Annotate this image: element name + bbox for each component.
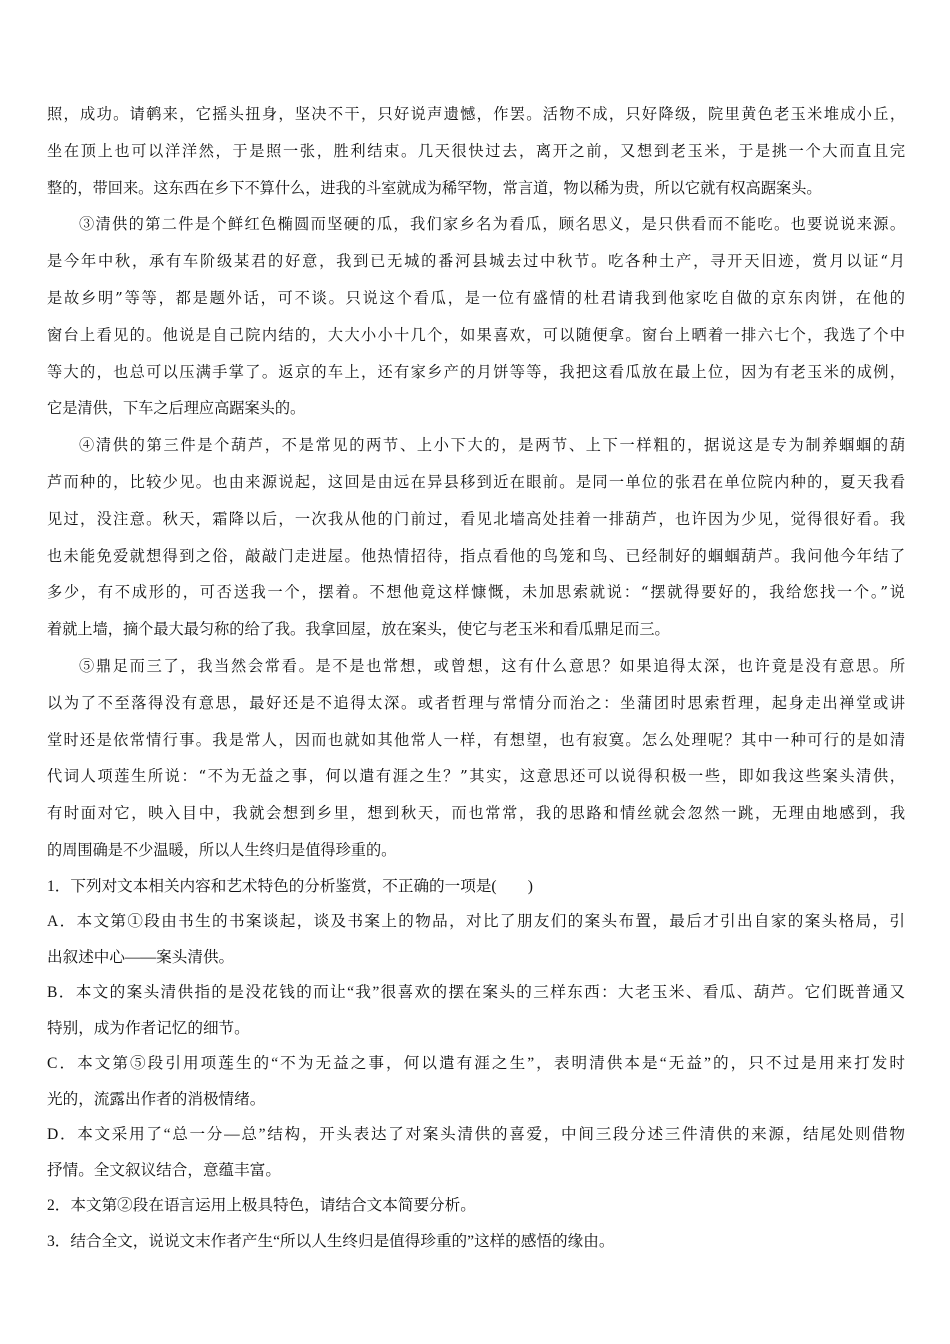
option-d-continued: 抒情。全文叙议结合，意蕴丰富。	[47, 1161, 281, 1179]
passage	[47, 96, 905, 869]
questions	[47, 869, 905, 1260]
passage-line: 是今年中秋，承有车阶级某君的好意，我到已无城的番河县城去过中秋节。吃各种土产，寻开天旧迹，赏月以证“月	[47, 252, 905, 271]
passage-line: 堂时还是依常情行事。我是常人，因而也就如其他常人一样，有想望，也有寂寞。怎么处理呢？其中一种可行的是如清	[47, 730, 905, 749]
paragraph-3-start: ③清供的第二件是个鲜红色椭圆而坚硬的瓜，我们家乡名为看瓜，顾名思义，是只供看而不能吃。也要说说来源。	[79, 215, 905, 234]
document-body	[47, 96, 905, 1259]
passage-line: 照，成功。请鹌来，它摇头扭身，坚决不干，只好说声遗憾，作罢。活物不成，只好降级，院里黄色老玉米堆成小丘，	[47, 105, 905, 123]
question-3: 3．结合全文，说说文末作者产生“所以人生终归是值得珍重的”这样的感悟的缘由。	[47, 1232, 615, 1250]
passage-line: 有时面对它，映入目中，我就会想到乡里，想到秋天，而也常常，我的思路和情丝就会忽然一跳，无理由地感到，我	[47, 804, 905, 823]
option-c: C．本文第⑤段引用项莲生的“不为无益之事，何以遣有涯之生”，表明清供本是“无益”的，只不过是用来打发时	[47, 1055, 905, 1073]
paragraph-4-start: ④清供的第三件是个葫芦，不是常见的两节、上小下大的，是两节、上下一样粗的，据说这是专为制养蝈蝈的葫	[79, 436, 905, 455]
passage-line: 它是清供，下车之后理应高踞案头的。	[47, 399, 306, 418]
option-c-continued: 光的，流露出作者的消极情绪。	[47, 1090, 266, 1108]
question-2: 2．本文第②段在语言运用上极具特色，请结合文本简要分析。	[47, 1197, 476, 1215]
option-b-continued: 特别，成为作者记忆的细节。	[47, 1019, 250, 1037]
passage-line: 坐在顶上也可以洋洋然，于是照一张，胜利结束。几天很快过去，离开之前，又想到老玉米，于是挑一个大而直且完	[47, 141, 905, 160]
passage-line: 以为了不至落得没有意思，最好还是不追得太深。或者哲理与常情分而治之：坐蒲团时思索哲理，起身走出禅堂或讲	[47, 693, 905, 712]
passage-line: 整的，带回来。这东西在乡下不算什么，进我的斗室就成为稀罕物，常言道，物以稀为贵，所以它就有权高踞案头。	[47, 178, 822, 197]
passage-line: 见过，没注意。秋天，霜降以后，一次我从他的门前过，看见北墙高处挂着一排葫芦，也许因为少见，觉得很好看。我	[47, 509, 905, 528]
option-d: D．本文采用了“总一分—总”结构，开头表达了对案头清供的喜爱，中间三段分述三件清供的来源，结尾处则借物	[47, 1126, 905, 1144]
passage-line: 等大的，也总可以压满手掌了。返京的车上，还有家乡产的月饼等等，我把这看瓜放在最上位，因为有老玉米的成例，	[47, 362, 905, 381]
question-1-stem: 1．下列对文本相关内容和艺术特色的分析鉴赏，不正确的一项是( )	[47, 877, 533, 895]
passage-line: 的周围确是不少温暖，所以人生终归是值得珍重的。	[47, 840, 397, 859]
option-a-continued: 出叙述中心——案头清供。	[47, 948, 235, 966]
passage-line: 芦而种的，比较少见。也由来源说起，这回是由远在异县移到近在眼前。是同一单位的张君在单位院内种的，夏天我看	[47, 472, 905, 491]
option-a: A．本文第①段由书生的书案谈起，谈及书案上的物品，对比了朋友们的案头布置，最后才引出自家的案头格局，引	[47, 913, 905, 931]
option-b: B．本文的案头清供指的是没花钱的而让“我”很喜欢的摆在案头的三样东西：大老玉米、看瓜、葫芦。它们既普通又	[47, 984, 905, 1002]
passage-line: 也未能免爱就想得到之俗，敲敲门走进屋。他热情招待，指点看他的鸟笼和鸟、已经制好的蝈蝈葫芦。我问他今年结了	[47, 546, 905, 565]
paragraph-5-start: ⑤鼎足而三了，我当然会常看。是不是也常想，或曾想，这有什么意思？如果追得太深，也许竟是没有意思。所	[79, 656, 905, 675]
passage-line: 窗台上看见的。他说是自己院内结的，大大小小十几个，如果喜欢，可以随便拿。窗台上晒着一排六七个，我选了个中	[47, 325, 905, 344]
passage-line: 代词人项莲生所说：“不为无益之事，何以遣有涯之生？”其实，这意思还可以说得积极一些，即如我这些案头清供，	[47, 767, 905, 786]
passage-line: 多少，有不成形的，可否送我一个，摆着。不想他竟这样慷慨，未加思索就说：“摆就得要好的，我给您找一个。”说	[47, 583, 905, 602]
passage-line: 着就上墙，摘个最大最匀称的给了我。我拿回屋，放在案头，使它与老玉米和看瓜鼎足而三。	[47, 620, 670, 639]
passage-line: 是故乡明”等等，都是题外话，可不谈。只说这个看瓜，是一位有盛情的杜君请我到他家吃自做的京东肉饼，在他的	[47, 288, 905, 307]
